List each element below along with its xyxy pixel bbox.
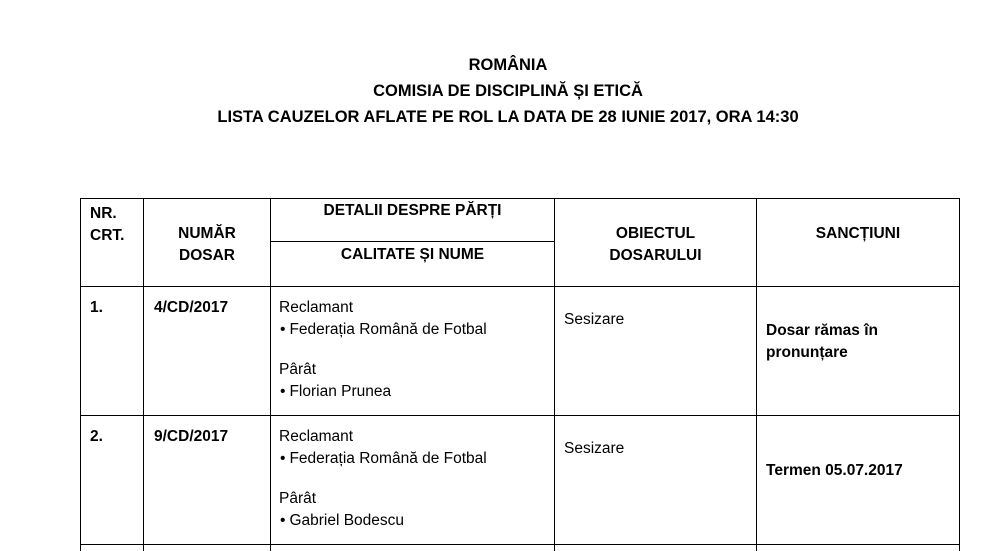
reclamant-label: Reclamant xyxy=(279,426,554,448)
column-header-calitate-nume: CALITATE ȘI NUME xyxy=(271,242,555,287)
cell-obiect: Sesizare xyxy=(555,287,757,416)
commission-title: COMISIA DE DISCIPLINĂ ȘI ETICĂ xyxy=(0,78,1001,104)
parat-label: Pârât xyxy=(279,359,554,381)
list-title: LISTA CAUZELOR AFLATE PE ROL LA DATA DE 28 IUNIE 2017, ORA 14:30 xyxy=(0,104,1001,130)
cell-sanctiune: Dosar rămas în pronunțare xyxy=(757,287,960,416)
bullet-icon: • xyxy=(280,450,285,467)
parat-name: • Florian Prunea xyxy=(279,381,554,403)
table-row xyxy=(81,416,960,545)
cell-dosar: 9/CD/2017 xyxy=(144,416,271,545)
bullet-icon: • xyxy=(280,383,285,400)
reclamant-label: Reclamant xyxy=(279,297,554,319)
reclamant-name: • Federația Română de Fotbal xyxy=(279,319,554,341)
cell-nr: 1. xyxy=(81,287,144,416)
cell-sanctiune: Termen 05.07.2017 xyxy=(757,416,960,545)
table-header-row xyxy=(81,199,960,242)
bullet-icon: • xyxy=(280,512,285,529)
column-header-numar-dosar: NUMĂR DOSAR xyxy=(144,199,271,287)
column-header-obiectul-dosarului: OBIECTUL DOSARULUI xyxy=(555,199,757,287)
parat-label: Pârât xyxy=(279,488,554,510)
cell-obiect: Sesizare xyxy=(555,416,757,545)
cell-parti xyxy=(271,416,555,545)
cell-parti xyxy=(271,287,555,416)
cases-table xyxy=(80,198,960,551)
cell-nr: 2. xyxy=(81,416,144,545)
column-header-nr-crt: NR. CRT. xyxy=(81,199,144,287)
bullet-icon: • xyxy=(280,321,285,338)
document-header xyxy=(0,52,1001,130)
cell-dosar: 4/CD/2017 xyxy=(144,287,271,416)
table-row xyxy=(81,287,960,416)
country-title: ROMÂNIA xyxy=(0,52,1001,78)
parat-name: • Gabriel Bodescu xyxy=(279,510,554,532)
table-row-partial xyxy=(81,545,960,551)
column-header-sanctiuni: SANCȚIUNI xyxy=(757,199,960,287)
column-header-detalii-parti: DETALII DESPRE PĂRȚI xyxy=(271,199,555,242)
reclamant-name: • Federația Română de Fotbal xyxy=(279,448,554,470)
